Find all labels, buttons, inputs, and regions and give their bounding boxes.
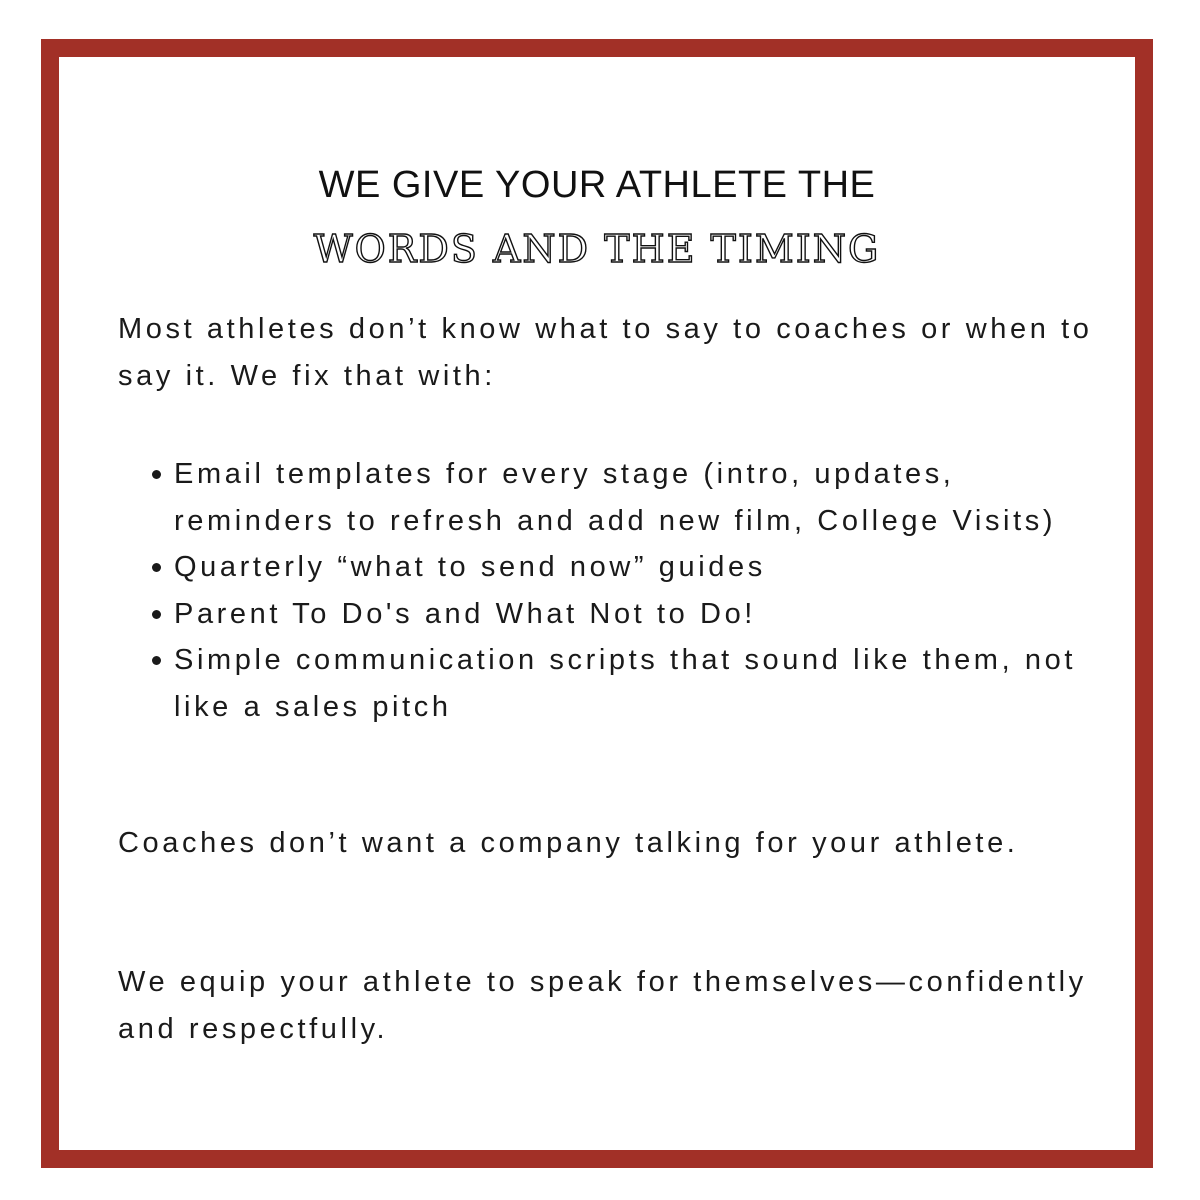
list-item-text: Email templates for every stage (intro, updates, reminders to refresh and add new film, College Visits)	[174, 458, 1057, 537]
heading-line-1: WE GIVE YOUR ATHLETE THE	[318, 164, 876, 206]
list-item-text: Quarterly “what to send now” guides	[174, 551, 766, 583]
feature-list	[118, 451, 1118, 730]
intro-paragraph: Most athletes don’t know what to say to coaches or when to say it. We fix that with:	[118, 313, 1093, 392]
bullet-dot-icon	[152, 656, 161, 665]
bullet-dot-icon	[152, 470, 161, 479]
list-item	[118, 637, 1118, 730]
coaches-paragraph: Coaches don’t want a company talking for your athlete.	[118, 827, 1019, 859]
list-item	[118, 451, 1118, 544]
heading-line-2-outlined: WORDS AND THE TIMING	[313, 227, 881, 271]
closing-paragraph: We equip your athlete to speak for themselves—confidently and respectfully.	[118, 966, 1087, 1045]
list-item-text: Parent To Do's and What Not to Do!	[174, 597, 756, 630]
bullet-dot-icon	[152, 610, 161, 619]
list-item	[118, 544, 1118, 591]
list-item-text: Simple communication scripts that sound like them, not like a sales pitch	[174, 644, 1076, 723]
content-card	[41, 39, 1153, 1168]
list-item	[118, 591, 1118, 638]
bullet-dot-icon	[152, 563, 161, 572]
